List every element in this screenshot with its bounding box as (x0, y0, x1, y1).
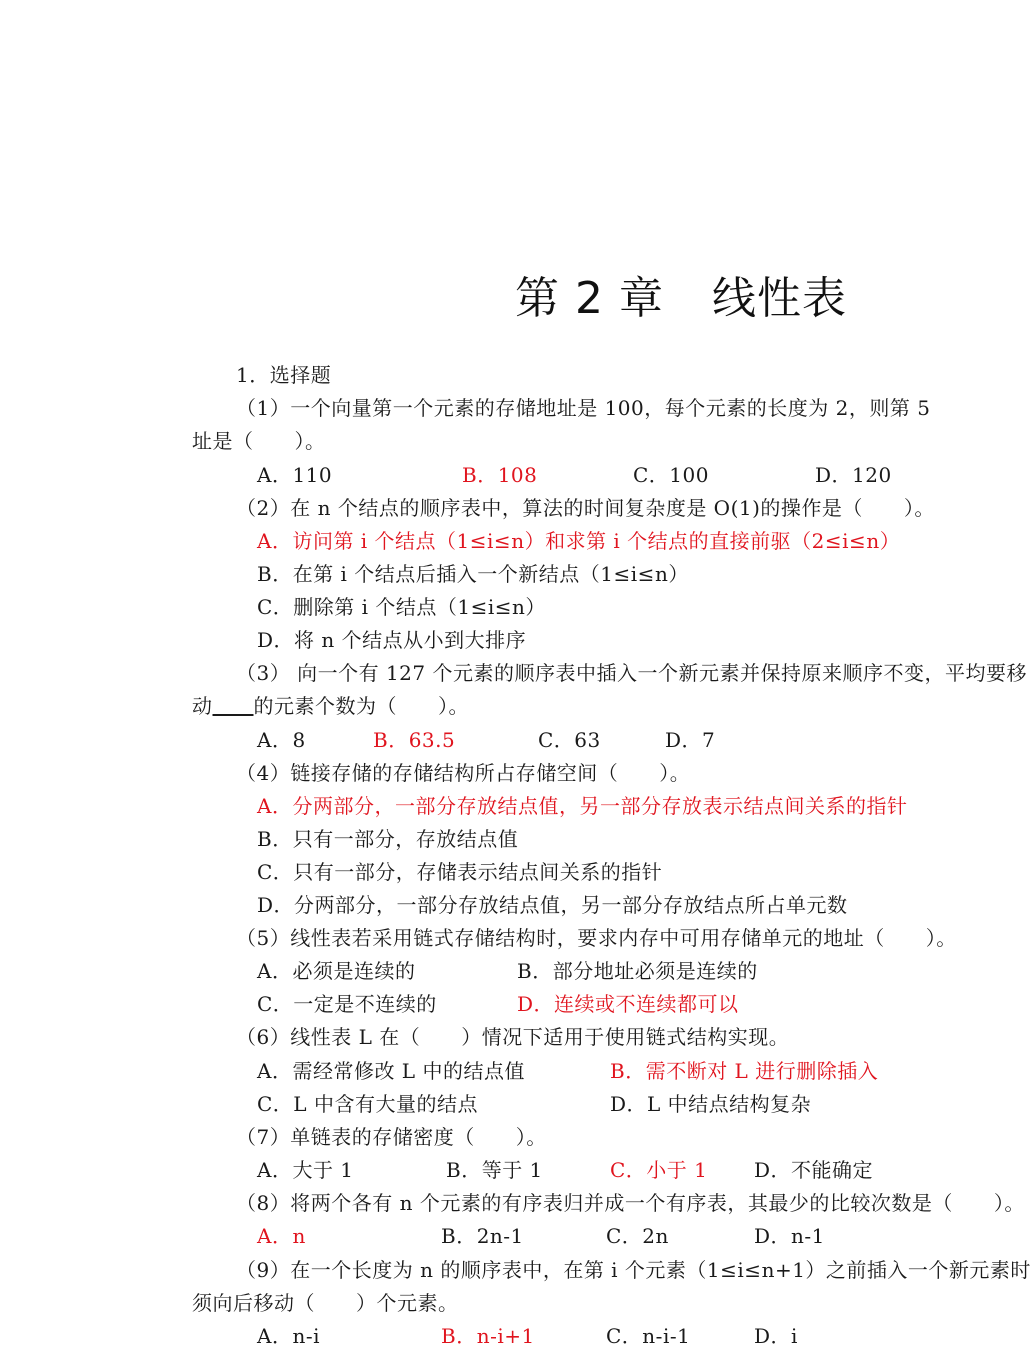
q4-option-c: C．只有一部分，存储表示结点间关系的指针 (257, 860, 663, 884)
question-4-stem: （4）链接存储的存储结构所占存储空间（ ）。 (236, 761, 691, 785)
q5-option-a: A．必须是连续的 (257, 959, 416, 983)
q3-stem-suffix: 的元素个数为（ ）。 (253, 694, 469, 718)
chapter-number: 第 2 章 (515, 273, 664, 324)
q8-option-a: A．n (257, 1224, 306, 1248)
chapter-name: 线性表 (711, 273, 847, 324)
q1-option-b: B．108 (462, 463, 538, 487)
q9-option-d: D．i (754, 1324, 798, 1348)
q4-option-d: D．分两部分，一部分存放结点值，另一部分存放结点所占单元数 (257, 893, 848, 917)
q6-option-b: B．需不断对 L 进行删除插入 (610, 1059, 879, 1083)
q7-option-d: D．不能确定 (754, 1158, 874, 1182)
question-3-stem-continued (192, 692, 469, 720)
q6-option-d: D．L 中结点结构复杂 (610, 1092, 812, 1116)
question-8-stem: （8）将两个各有 n 个元素的有序表归并成一个有序表，其最少的比较次数是（ ）。 (236, 1191, 1025, 1215)
q3-option-b: B．63.5 (373, 728, 456, 752)
q5-option-d: D．连续或不连续都可以 (517, 992, 739, 1016)
q5-option-b: B．部分地址必须是连续的 (517, 959, 758, 983)
q2-option-d: D．将 n 个结点从小到大排序 (257, 628, 527, 652)
question-1-stem-continued: 址是（ ）。 (192, 429, 326, 453)
question-6-stem: （6）线性表 L 在（ ）情况下适用于使用链式结构实现。 (236, 1025, 790, 1049)
q2-option-c: C．删除第 i 个结点（1≤i≤n） (257, 595, 546, 619)
q3-blank (213, 694, 254, 718)
q9-option-c: C．n-i-1 (606, 1324, 691, 1348)
q7-option-a: A．大于 1 (257, 1158, 354, 1182)
chapter-title (515, 262, 847, 326)
q8-option-b: B．2n-1 (441, 1224, 524, 1248)
question-1-stem: （1）一个向量第一个元素的存储地址是 100，每个元素的长度为 2，则第 5 (236, 396, 931, 420)
q3-stem-prefix: 动 (192, 694, 213, 718)
q3-option-d: D．7 (665, 728, 716, 752)
q2-option-b: B．在第 i 个结点后插入一个新结点（1≤i≤n） (257, 562, 689, 586)
question-5-stem: （5）线性表若采用链式存储结构时，要求内存中可用存储单元的地址（ ）。 (236, 926, 957, 950)
q8-option-c: C．2n (606, 1224, 669, 1248)
q7-option-b: B．等于 1 (446, 1158, 543, 1182)
q3-option-c: C．63 (538, 728, 601, 752)
q8-option-d: D．n-1 (754, 1224, 825, 1248)
q9-option-a: A．n-i (257, 1324, 320, 1348)
q4-option-b: B．只有一部分，存放结点值 (257, 827, 519, 851)
question-9-stem-continued: 须向后移动（ ）个元素。 (192, 1291, 459, 1315)
question-3-stem: （3） 向一个有 127 个元素的顺序表中插入一个新元素并保持原来顺序不变，平均要移 (236, 661, 1027, 685)
q5-option-c: C．一定是不连续的 (257, 992, 437, 1016)
q1-option-d: D．120 (815, 463, 892, 487)
q1-option-a: A．110 (257, 463, 333, 487)
q9-option-b: B．n-i+1 (441, 1324, 535, 1348)
q7-option-c: C．小于 1 (610, 1158, 708, 1182)
question-9-stem: （9）在一个长度为 n 的顺序表中，在第 i 个元素（1≤i≤n+1）之前插入一个新元素时 (236, 1258, 1031, 1282)
q2-option-a: A．访问第 i 个结点（1≤i≤n）和求第 i 个结点的直接前驱（2≤i≤n） (257, 529, 901, 553)
q6-option-a: A．需经常修改 L 中的结点值 (257, 1059, 525, 1083)
q3-option-a: A．8 (257, 728, 306, 752)
question-7-stem: （7）单链表的存储密度（ ）。 (236, 1125, 547, 1149)
q6-option-c: C．L 中含有大量的结点 (257, 1092, 478, 1116)
section-heading: 1．选择题 (236, 363, 332, 387)
q4-option-a: A．分两部分，一部分存放结点值，另一部分存放表示结点间关系的指针 (257, 794, 908, 818)
q1-option-c: C．100 (633, 463, 709, 487)
question-2-stem: （2）在 n 个结点的顺序表中，算法的时间复杂度是 O(1)的操作是（ ）。 (236, 496, 935, 520)
